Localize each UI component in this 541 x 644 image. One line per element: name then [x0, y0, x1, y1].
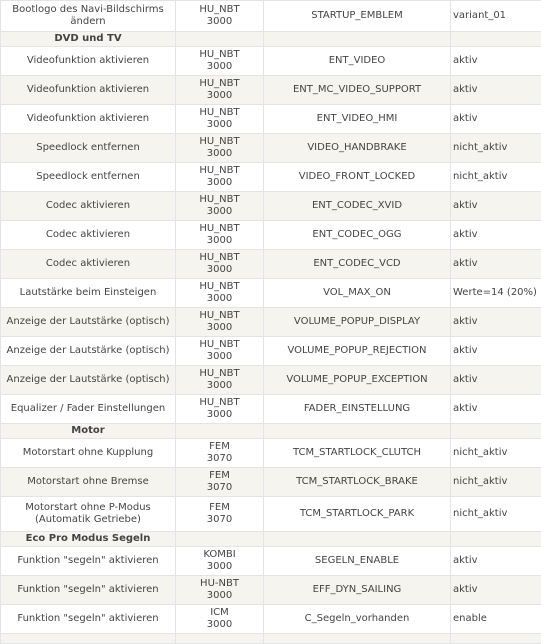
table-row	[1, 192, 541, 221]
empty-cell	[176, 634, 264, 644]
function-cell: Videofunktion aktivieren	[1, 76, 176, 105]
value-cell: aktiv	[451, 576, 541, 605]
table-row	[1, 134, 541, 163]
ecu-cell: FEM 3070	[176, 439, 264, 468]
table-row	[1, 497, 541, 532]
table-row	[1, 337, 541, 366]
ecu-cell: FEM 3070	[176, 497, 264, 532]
ecu-cell: HU_NBT 3000	[176, 76, 264, 105]
parameter-cell: VIDEO_HANDBRAKE	[264, 134, 451, 163]
function-cell: Codec aktivieren	[1, 221, 176, 250]
function-cell: Anzeige der Lautstärke (optisch)	[1, 366, 176, 395]
parameter-cell: ENT_VIDEO_HMI	[264, 105, 451, 134]
parameter-cell: TCM_STARTLOCK_PARK	[264, 497, 451, 532]
function-cell: Speedlock entfernen	[1, 163, 176, 192]
table-row	[1, 105, 541, 134]
parameter-cell: VOLUME_POPUP_REJECTION	[264, 337, 451, 366]
table-row	[1, 605, 541, 634]
parameter-cell: ENT_CODEC_XVID	[264, 192, 451, 221]
ecu-cell: HU_NBT 3000	[176, 1, 264, 32]
section-empty-cell	[176, 424, 264, 439]
parameter-cell: TCM_STARTLOCK_BRAKE	[264, 468, 451, 497]
ecu-cell: HU_NBT 3000	[176, 192, 264, 221]
table-row	[1, 366, 541, 395]
value-cell: nicht_aktiv	[451, 134, 541, 163]
empty-cell	[264, 634, 451, 644]
section-empty-cell	[451, 32, 541, 47]
empty-cell	[451, 634, 541, 644]
table-row-partial	[1, 634, 541, 644]
parameter-cell: VOL_MAX_ON	[264, 279, 451, 308]
table-row	[1, 221, 541, 250]
table-row	[1, 279, 541, 308]
parameter-cell: FADER_EINSTELLUNG	[264, 395, 451, 424]
function-cell: Funktion "segeln" aktivieren	[1, 547, 176, 576]
parameter-cell: VOLUME_POPUP_DISPLAY	[264, 308, 451, 337]
value-cell: aktiv	[451, 105, 541, 134]
section-empty-cell	[451, 532, 541, 547]
value-cell: aktiv	[451, 192, 541, 221]
ecu-cell: HU_NBT 3000	[176, 366, 264, 395]
section-empty-cell	[264, 424, 451, 439]
ecu-cell: HU_NBT 3000	[176, 47, 264, 76]
section-row	[1, 532, 541, 547]
parameter-cell: VOLUME_POPUP_EXCEPTION	[264, 366, 451, 395]
table-row	[1, 250, 541, 279]
function-cell: Codec aktivieren	[1, 250, 176, 279]
ecu-cell: HU_NBT 3000	[176, 221, 264, 250]
table-row	[1, 163, 541, 192]
table-row	[1, 308, 541, 337]
function-cell: Equalizer / Fader Einstellungen	[1, 395, 176, 424]
value-cell: aktiv	[451, 547, 541, 576]
function-cell: Funktion "segeln" aktivieren	[1, 576, 176, 605]
empty-cell	[1, 634, 176, 644]
table-row	[1, 439, 541, 468]
value-cell: enable	[451, 605, 541, 634]
section-label: DVD und TV	[1, 32, 176, 47]
table-row	[1, 547, 541, 576]
function-cell: Motorstart ohne Bremse	[1, 468, 176, 497]
ecu-cell: FEM 3070	[176, 468, 264, 497]
value-cell: aktiv	[451, 250, 541, 279]
value-cell: nicht_aktiv	[451, 468, 541, 497]
function-cell: Videofunktion aktivieren	[1, 105, 176, 134]
section-empty-cell	[176, 532, 264, 547]
parameter-cell: TCM_STARTLOCK_CLUTCH	[264, 439, 451, 468]
ecu-cell: HU_NBT 3000	[176, 395, 264, 424]
table-row	[1, 47, 541, 76]
ecu-cell: HU_NBT 3000	[176, 279, 264, 308]
value-cell: aktiv	[451, 308, 541, 337]
parameter-cell: ENT_CODEC_OGG	[264, 221, 451, 250]
function-cell: Anzeige der Lautstärke (optisch)	[1, 308, 176, 337]
ecu-cell: HU_NBT 3000	[176, 337, 264, 366]
coding-table-body	[1, 1, 541, 644]
ecu-cell: HU-NBT 3000	[176, 576, 264, 605]
value-cell: aktiv	[451, 47, 541, 76]
function-cell: Bootlogo des Navi-Bildschirms ändern	[1, 1, 176, 32]
parameter-cell: VIDEO_FRONT_LOCKED	[264, 163, 451, 192]
function-cell: Videofunktion aktivieren	[1, 47, 176, 76]
table-row	[1, 576, 541, 605]
section-label: Eco Pro Modus Segeln	[1, 532, 176, 547]
function-cell: Codec aktivieren	[1, 192, 176, 221]
function-cell: Speedlock entfernen	[1, 134, 176, 163]
parameter-cell: ENT_CODEC_VCD	[264, 250, 451, 279]
ecu-cell: HU_NBT 3000	[176, 308, 264, 337]
section-empty-cell	[264, 32, 451, 47]
value-cell: aktiv	[451, 221, 541, 250]
value-cell: nicht_aktiv	[451, 497, 541, 532]
value-cell: nicht_aktiv	[451, 163, 541, 192]
value-cell: aktiv	[451, 366, 541, 395]
parameter-cell: ENT_VIDEO	[264, 47, 451, 76]
ecu-cell: ICM 3000	[176, 605, 264, 634]
section-label: Motor	[1, 424, 176, 439]
parameter-cell: EFF_DYN_SAILING	[264, 576, 451, 605]
section-empty-cell	[264, 532, 451, 547]
ecu-cell: HU_NBT 3000	[176, 105, 264, 134]
parameter-cell: STARTUP_EMBLEM	[264, 1, 451, 32]
ecu-cell: HU_NBT 3000	[176, 250, 264, 279]
parameter-cell: ENT_MC_VIDEO_SUPPORT	[264, 76, 451, 105]
parameter-cell: C_Segeln_vorhanden	[264, 605, 451, 634]
value-cell: nicht_aktiv	[451, 439, 541, 468]
section-row	[1, 424, 541, 439]
ecu-cell: HU_NBT 3000	[176, 163, 264, 192]
parameter-cell: SEGELN_ENABLE	[264, 547, 451, 576]
section-row	[1, 32, 541, 47]
ecu-cell: KOMBI 3000	[176, 547, 264, 576]
section-empty-cell	[451, 424, 541, 439]
table-row	[1, 76, 541, 105]
value-cell: aktiv	[451, 395, 541, 424]
function-cell: Motorstart ohne Kupplung	[1, 439, 176, 468]
section-empty-cell	[176, 32, 264, 47]
table-row	[1, 468, 541, 497]
function-cell: Motorstart ohne P-Modus (Automatik Getriebe)	[1, 497, 176, 532]
table-row	[1, 1, 541, 32]
table-row	[1, 395, 541, 424]
function-cell: Anzeige der Lautstärke (optisch)	[1, 337, 176, 366]
function-cell: Lautstärke beim Einsteigen	[1, 279, 176, 308]
function-cell: Funktion "segeln" aktivieren	[1, 605, 176, 634]
value-cell: aktiv	[451, 337, 541, 366]
value-cell: aktiv	[451, 76, 541, 105]
ecu-cell: HU_NBT 3000	[176, 134, 264, 163]
value-cell: Werte=14 (20%)	[451, 279, 541, 308]
value-cell: variant_01	[451, 1, 541, 32]
